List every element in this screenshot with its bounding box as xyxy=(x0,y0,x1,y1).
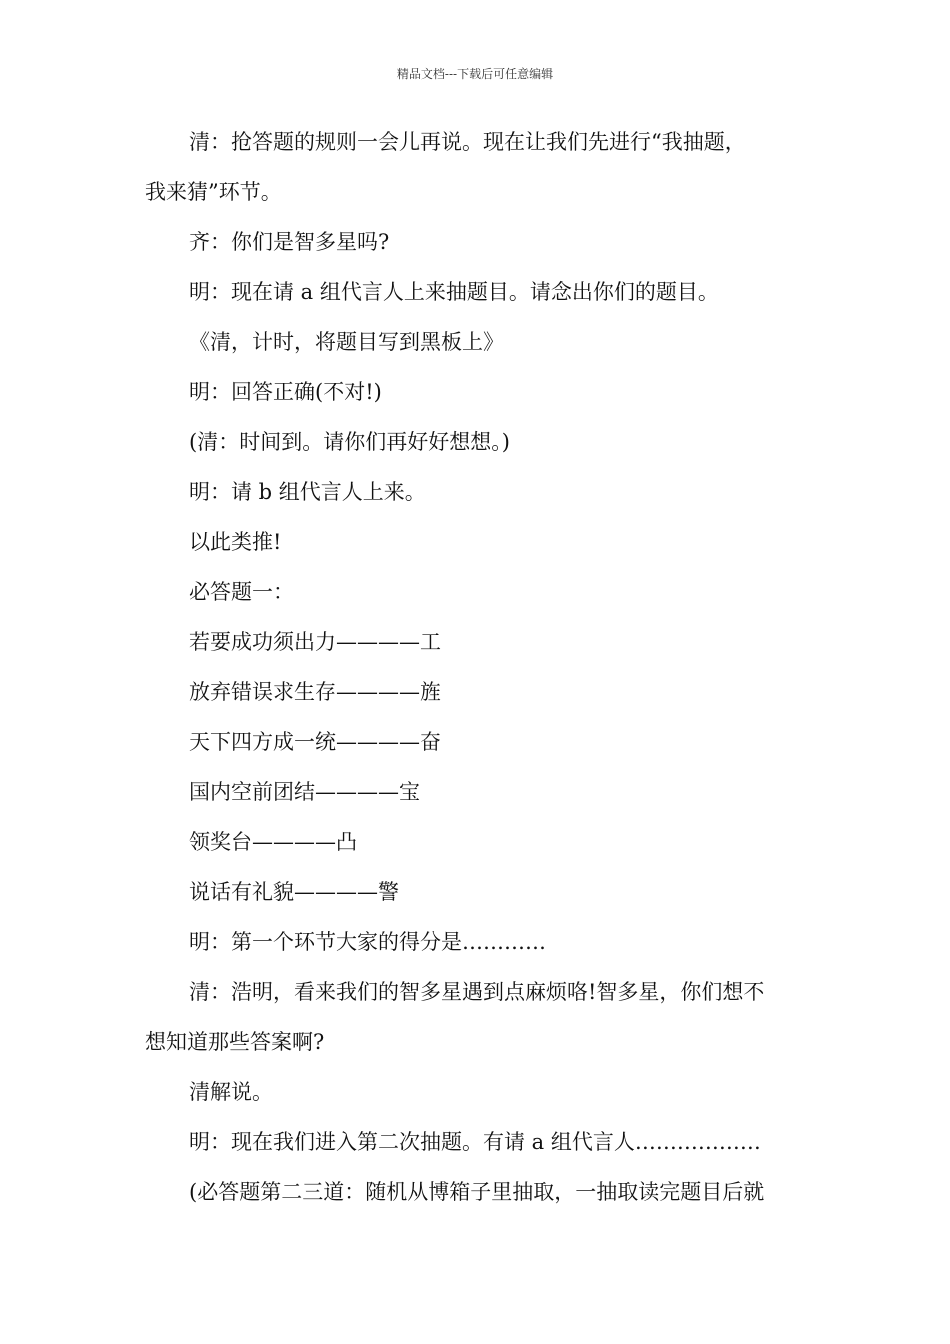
paragraph-line: 想知道那些答案啊? xyxy=(145,1030,325,1054)
paragraph-line: 清：抢答题的规则一会儿再说。现在让我们先进行“我抽题， xyxy=(189,130,746,154)
riddle-item: 若要成功须出力————工 xyxy=(189,630,441,654)
paragraph-line: 《清，计时，将题目写到黑板上》 xyxy=(189,330,504,354)
paragraph-line: 明：现在请 a 组代言人上来抽题目。请念出你们的题目。 xyxy=(189,280,719,304)
riddle-item: 放弃错误求生存————旌 xyxy=(189,680,441,704)
riddle-item: 领奖台————凸 xyxy=(189,830,357,854)
paragraph-line: 明：现在我们进入第二次抽题。有请 a 组代言人……………… xyxy=(189,1130,761,1154)
paragraph-line: 明：回答正确(不对!) xyxy=(189,380,382,404)
paragraph-line: (必答题第二三道：随机从博箱子里抽取，一抽取读完题目后就 xyxy=(189,1180,765,1204)
riddle-item: 说话有礼貌————警 xyxy=(189,880,399,904)
page-header: 精品文档---下载后可任意编辑 xyxy=(396,67,554,81)
paragraph-line: 以此类推! xyxy=(189,530,282,554)
section-heading: 必答题一： xyxy=(189,580,294,604)
paragraph-line: 清：浩明，看来我们的智多星遇到点麻烦咯!智多星，你们想不 xyxy=(189,980,765,1004)
paragraph-line: 清解说。 xyxy=(189,1080,273,1104)
paragraph-line: 明：请 b 组代言人上来。 xyxy=(189,480,426,504)
paragraph-line: 齐：你们是智多星吗? xyxy=(189,230,390,254)
document-body xyxy=(145,130,807,1230)
riddle-item: 天下四方成一统————奋 xyxy=(189,730,441,754)
riddle-item: 国内空前团结————宝 xyxy=(189,780,420,804)
paragraph-line: (清：时间到。请你们再好好想想。) xyxy=(189,430,510,454)
paragraph-line: 我来猜”环节。 xyxy=(145,180,282,204)
paragraph-line: 明：第一个环节大家的得分是………… xyxy=(189,930,546,954)
